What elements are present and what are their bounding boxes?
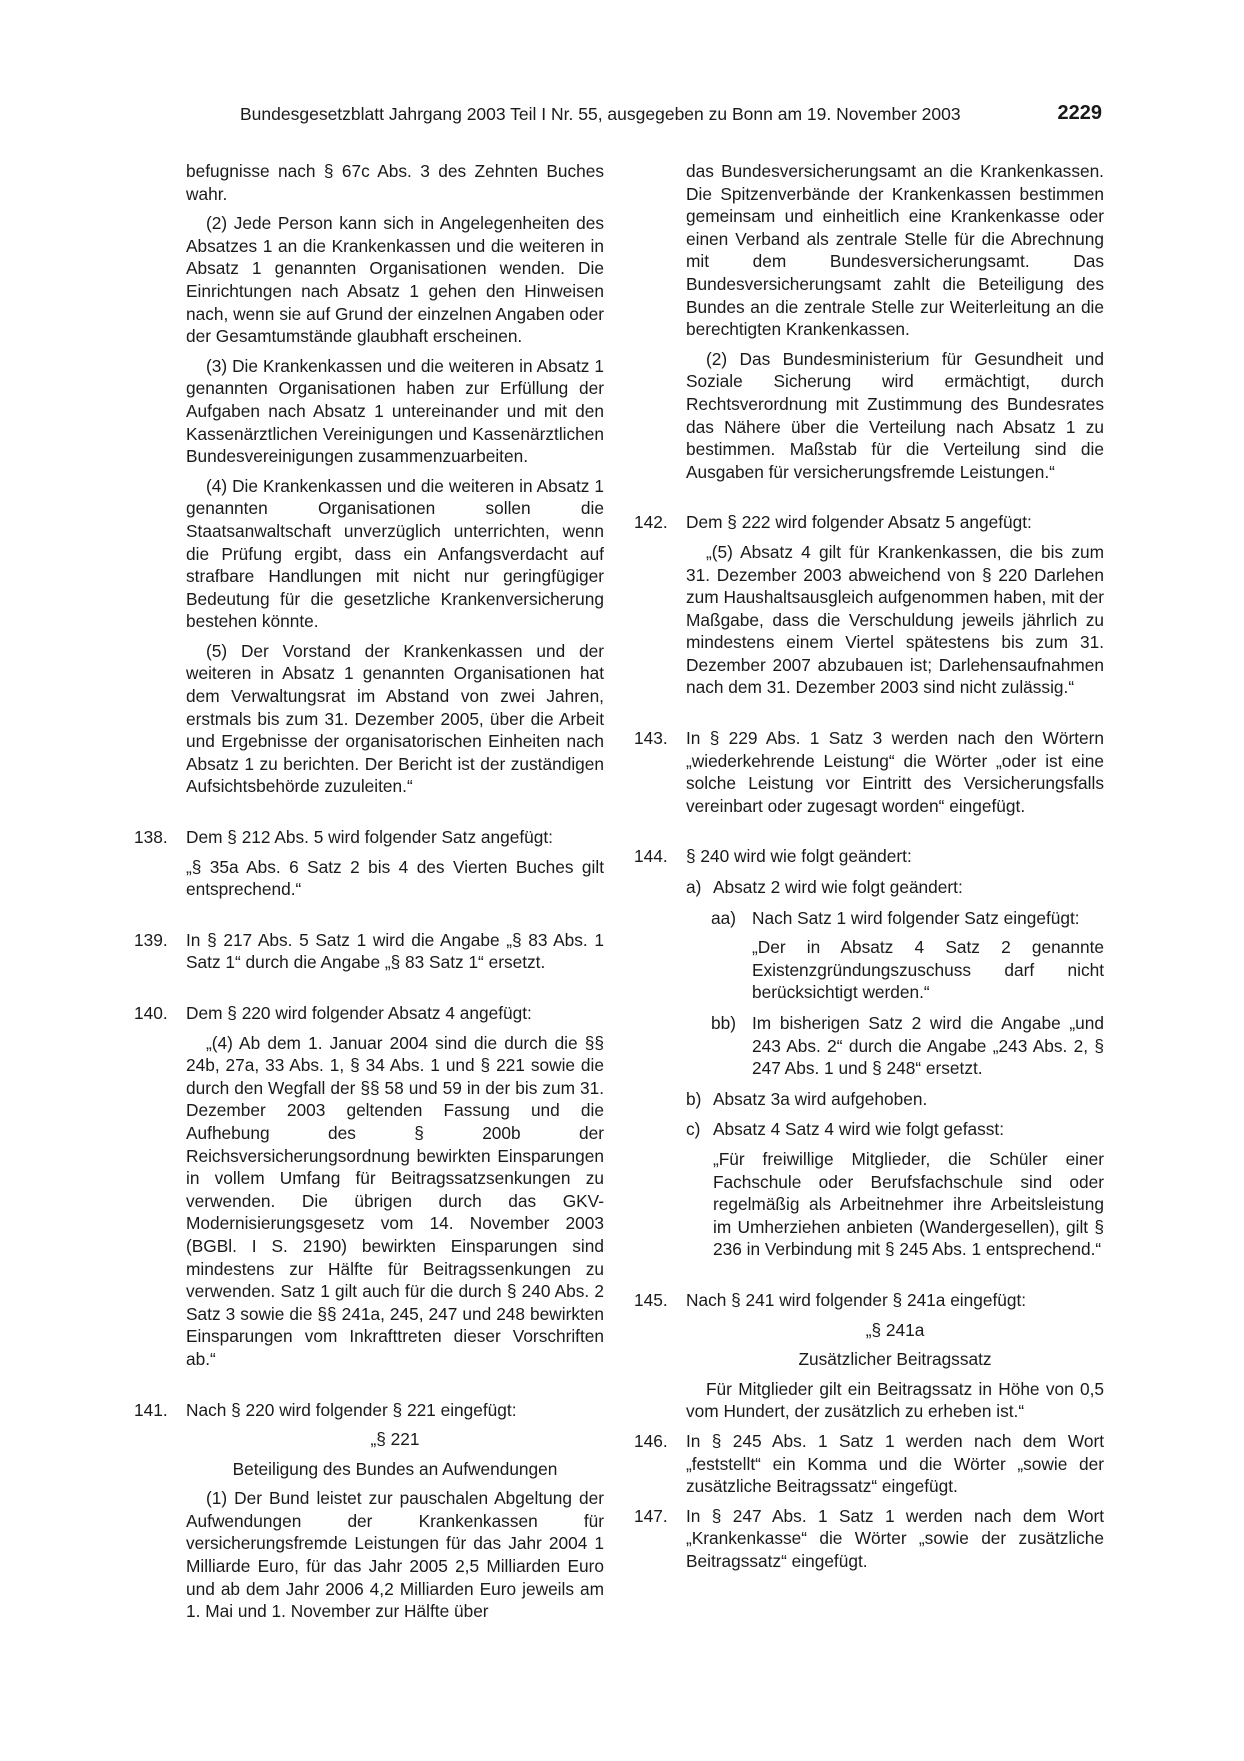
paragraph-2: (2) Das Bundesministerium für Gesundheit und Soziale Sicherung wird ermächtigt, durch Rechtsverordnung mit Zustimmung des Bundesrates das Nähere über die Verteilung nach Absatz 1 zu bestimmen. Maßstab für die Verteilung sind die Ausgaben für versicherungsfremde Leistungen.“ (686, 348, 1104, 482)
item-142 (634, 511, 1104, 699)
subitem-text: Im bisherigen Satz 2 wird die Angabe „und 243 Abs. 2“ durch die Angabe „243 Abs. 2, § 247 Abs. 1 und § 248“ ersetzt. (752, 1013, 1104, 1079)
item-number: 139. (134, 929, 168, 950)
header-title: Bundesgesetzblatt Jahrgang 2003 Teil I Nr. 55, ausgegeben zu Bonn am 19. November 2003 (240, 104, 961, 124)
item-144 (634, 845, 1104, 1261)
item-139 (134, 929, 604, 974)
item-text: In § 217 Abs. 5 Satz 1 wird die Angabe „§ 83 Abs. 1 Satz 1“ durch die Angabe „§ 83 Satz 1“ ersetzt. (186, 929, 604, 973)
item-number: 138. (134, 827, 168, 848)
item-text: In § 245 Abs. 1 Satz 1 werden nach dem Wort „feststellt“ ein Komma und die Wörter „sowie der zusätzliche Beitragssatz“ eingefügt. (686, 1430, 1104, 1497)
right-column (634, 160, 1104, 1572)
item-number: 144. (634, 846, 668, 867)
subitem-label: c) (686, 1119, 701, 1140)
section-heading: Zusätzlicher Beitragssatz (798, 1349, 992, 1370)
paragraph-2: (2) Jede Person kann sich in Angelegenheiten des Absatzes 1 an die Krankenkassen und die weiteren in Absatz 1 genannten Organisationen wenden. Die Einrichtungen nach Absatz 1 gehen den Hinweisen nach, wenn sie auf Grund der einzelnen Angaben oder der Gesamtumstände glaubhaft erscheinen. (186, 213, 604, 347)
item-text: § 240 wird wie folgt geändert: (686, 846, 912, 867)
subitem-a (686, 876, 1104, 899)
item-145 (634, 1289, 1104, 1423)
item-number: 141. (134, 1399, 168, 1420)
item-number: 142. (634, 512, 668, 533)
section-paragraph-1: Für Mitglieder gilt ein Beitragssatz in Höhe von 0,5 vom Hundert, der zusätzlich zu erheben ist.“ (686, 1378, 1104, 1422)
section-heading: Beteiligung des Bundes an Aufwendungen (232, 1458, 558, 1479)
continuation-paragraph: befugnisse nach § 67c Abs. 3 des Zehnten Buches wahr. (186, 161, 604, 204)
item-146 (634, 1430, 1104, 1498)
subitem-b (686, 1088, 1104, 1111)
subitem-bb (686, 1012, 1104, 1080)
subitem-text: Nach Satz 1 wird folgender Satz eingefügt: (752, 907, 1080, 928)
item-number: 143. (634, 728, 668, 749)
item-text: In § 247 Abs. 1 Satz 1 werden nach dem Wort „Krankenkasse“ die Wörter „sowie der zusätzliche Beitragssatz“ eingefügt. (686, 1505, 1104, 1571)
paragraph-5: (5) Der Vorstand der Krankenkassen und der weiteren in Absatz 1 genannten Organisationen hat dem Verwaltungsrat im Abstand von zwei Jahren, erstmals bis zum 31. Dezember 2005, über die Arbeit und Ergebnisse der organisatorischen Einheiten nach Absatz 1 zu berichten. Der Bericht ist der zuständigen Aufsichtsbehörde zuzuleiten.“ (186, 640, 604, 797)
page-header (240, 103, 1102, 127)
subitem-quote: „Der in Absatz 4 Satz 2 genannte Existenzgründungszuschuss darf nicht berücksichtigt werden.“ (752, 937, 1104, 1003)
item-text: Dem § 212 Abs. 5 wird folgender Satz angefügt: (186, 827, 553, 848)
continuation-paragraph: das Bundesversicherungsamt an die Krankenkassen. Die Spitzenverbände der Krankenkassen bestimmen gemeinsam und einheitlich eine Krankenkasse oder einen Verband als zentrale Stelle für die Abrechnung mit dem Bundesversicherungsamt. Das Bundesversicherungsamt zahlt die Beteiligung des Bundes an die zentrale Stelle zur Weiterleitung an die berechtigten Krankenkassen. (686, 161, 1104, 340)
item-quote: „(4) Ab dem 1. Januar 2004 sind die durch die §§ 24b, 27a, 33 Abs. 1, § 34 Abs. 1 und § 221 sowie die durch den Wegfall der §§ 58 und 59 in der bis zum 31. Dezember 2003 geltenden Fassung und die Aufhebung des § 200b der Reichsversicherungsordnung bewirkten Einsparungen in vollem Umfang für Beitragssatzsenkungen zu verwenden. Die übrigen durch das GKV-Modernisierungsgesetz vom 14. November 2003 (BGBl. I S. 2190) bewirkten Einsparungen sind mindestens zur Hälfte für Beitragssenkungen zu verwenden. Satz 1 gilt auch für die durch § 240 Abs. 2 Satz 3 sowie die §§ 241a, 245, 247 und 248 bewirkten Einsparungen vom Inkrafttreten dieser Vorschriften ab.“ (186, 1032, 604, 1369)
section-number: „§ 241a (865, 1319, 925, 1340)
subitem-label: bb) (711, 1013, 736, 1033)
subitem-label: a) (686, 877, 702, 898)
subitem-text: Absatz 2 wird wie folgt geändert: (713, 877, 963, 898)
item-number: 140. (134, 1003, 168, 1023)
item-quote: „(5) Absatz 4 gilt für Krankenkassen, die bis zum 31. Dezember 2003 abweichend von § 220 Darlehen zum Haushaltsausgleich aufgenommen haben, mit der Maßgabe, dass die Verschuldung jeweils jährlich zu mindestens einem Viertel spätestens bis zum 31. Dezember 2007 abzubauen ist; Darlehensaufnahmen nach dem 31. Dezember 2003 sind nicht zulässig.“ (686, 541, 1104, 698)
item-138 (134, 826, 604, 901)
item-quote: „§ 35a Abs. 6 Satz 2 bis 4 des Vierten Buches gilt entsprechend.“ (186, 856, 604, 900)
item-text: Nach § 220 wird folgender § 221 eingefügt: (186, 1399, 517, 1420)
item-text: Nach § 241 wird folgender § 241a eingefügt: (686, 1289, 1027, 1310)
item-143 (634, 727, 1104, 817)
subitem-c (686, 1118, 1104, 1261)
paragraph-4: (4) Die Krankenkassen und die weiteren in Absatz 1 genannten Organisationen sollen die Staatsanwaltschaft unverzüglich unterrichten, wenn die Prüfung ergibt, dass ein Anfangsverdacht auf strafbare Handlungen mit nicht nur geringfügiger Bedeutung für die gesetzliche Krankenversicherung bestehen könnte. (186, 475, 604, 632)
subitem-text: Absatz 3a wird aufgehoben. (713, 1088, 928, 1109)
section-paragraph-1: (1) Der Bund leistet zur pauschalen Abgeltung der Aufwendungen der Krankenkassen für versicherungsfremde Leistungen für das Jahr 2004 1 Milliarde Euro, für das Jahr 2005 2,5 Milliarden Euro und ab dem Jahr 2006 4,2 Milliarden Euro jeweils am 1. Mai und 1. November zur Hälfte über (186, 1488, 604, 1622)
item-number: 146. (634, 1430, 668, 1451)
item-147 (634, 1505, 1104, 1573)
left-column (134, 160, 604, 1623)
item-number: 147. (634, 1505, 668, 1526)
section-number: „§ 221 (370, 1429, 420, 1450)
subitem-quote: „Für freiwillige Mitglieder, die Schüler einer Fachschule oder Berufsfachschule sind oder regelmäßig als Arbeitnehmer ihre Arbeitsleistung im Umherziehen anbieten (Wandergesellen), gilt § 236 in Verbindung mit § 245 Abs. 1 entsprechend.“ (713, 1148, 1104, 1260)
item-text: Dem § 220 wird folgender Absatz 4 angefügt: (186, 1003, 532, 1023)
item-140 (134, 1002, 604, 1371)
subitem-label: aa) (711, 907, 736, 928)
subitem-aa (686, 907, 1104, 1004)
subitem-text: Absatz 4 Satz 4 wird wie folgt gefasst: (713, 1119, 1005, 1140)
item-text: In § 229 Abs. 1 Satz 3 werden nach den Wörtern „wiederkehrende Leistung“ die Wörter „oder ist eine solche Leistung vor Eintritt des Versicherungsfalls vereinbart oder zugesagt worden“ eingefügt. (686, 728, 1104, 816)
item-text: Dem § 222 wird folgender Absatz 5 angefügt: (686, 512, 1032, 533)
page-number: 2229 (1057, 102, 1102, 124)
paragraph-3: (3) Die Krankenkassen und die weiteren in Absatz 1 genannten Organisationen haben zur Erfüllung der Aufgaben nach Absatz 1 untereinander und mit den Kassenärztlichen Vereinigungen und Kassenärztlichen Bundesvereinigungen zusammenzuarbeiten. (186, 355, 604, 467)
item-141 (134, 1399, 604, 1623)
item-number: 145. (634, 1289, 668, 1310)
subitem-label: b) (686, 1088, 702, 1109)
